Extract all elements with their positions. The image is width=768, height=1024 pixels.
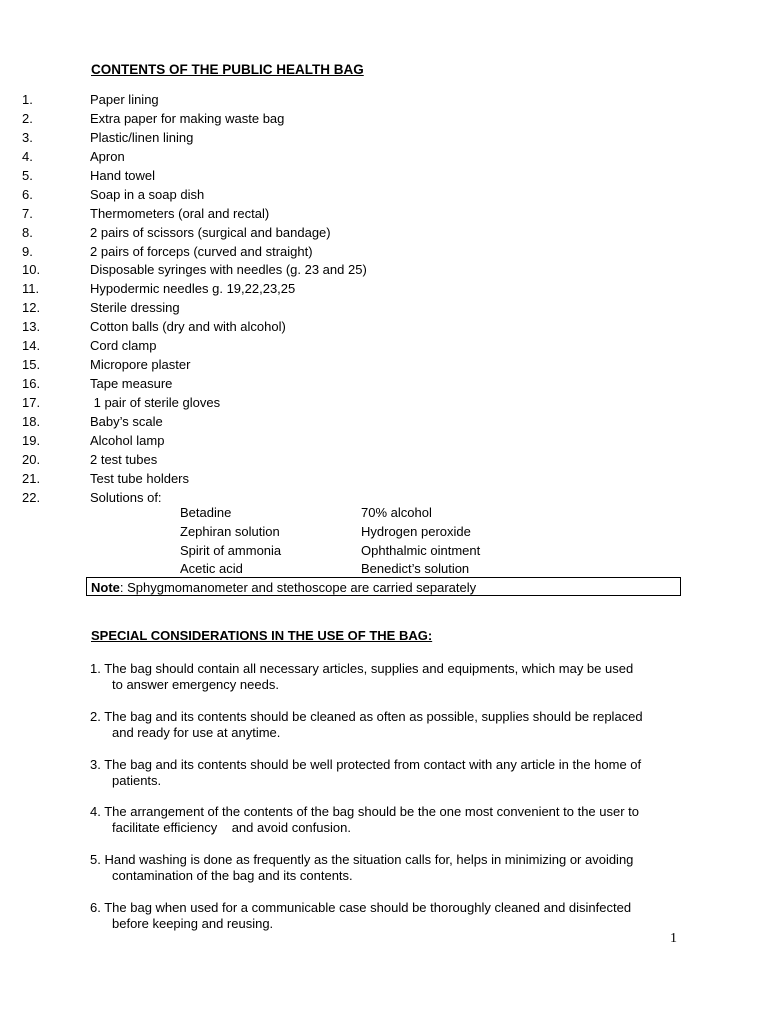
item-number: 2. <box>22 110 33 126</box>
item-text: Soap in a soap dish <box>90 186 205 202</box>
item-text: Apron <box>90 148 125 164</box>
consideration-item <box>90 757 678 789</box>
consideration-item <box>90 852 678 884</box>
item-text: 2 pairs of scissors (surgical and bandage) <box>90 224 331 240</box>
list-item <box>0 470 768 489</box>
solution-cell: Benedict’s solution <box>361 561 470 577</box>
item-text: Cotton balls (dry and with alcohol) <box>90 319 286 335</box>
item-text: Thermometers (oral and rectal) <box>90 205 270 221</box>
list-item <box>0 375 768 394</box>
item-number: 16. <box>22 376 41 392</box>
list-item <box>0 186 768 205</box>
note-box <box>86 577 681 596</box>
list-item <box>0 205 768 224</box>
item-text: Solutions of: <box>90 489 162 505</box>
list-item <box>0 318 768 337</box>
item-number: 8. <box>22 224 33 240</box>
item-text: 2 pairs of forceps (curved and straight) <box>90 243 313 259</box>
list-item <box>0 243 768 262</box>
solution-cell: Zephiran solution <box>180 523 280 539</box>
list-item <box>0 432 768 451</box>
item-text: Cord clamp <box>90 338 157 354</box>
item-text: Tape measure <box>90 376 173 392</box>
item-number: 3. <box>22 129 33 145</box>
consideration-line: 4. The arrangement of the contents of the bag should be the one most convenient to the user to <box>90 804 640 819</box>
item-text: Hand towel <box>90 167 156 183</box>
item-number: 14. <box>22 338 41 354</box>
item-number: 19. <box>22 432 41 448</box>
item-text: Disposable syringes with needles (g. 23 and 25) <box>90 262 367 278</box>
item-number: 6. <box>22 186 33 202</box>
item-number: 5. <box>22 167 33 183</box>
solutions-table <box>0 504 768 579</box>
consideration-line: 5. Hand washing is done as frequently as the situation calls for, helps in minimizing or avoiding <box>90 852 634 867</box>
consideration-line: 3. The bag and its contents should be well protected from contact with any article in the home of <box>90 757 642 772</box>
list-item <box>0 224 768 243</box>
list-item <box>0 356 768 375</box>
item-number: 7. <box>22 205 33 221</box>
section-heading: SPECIAL CONSIDERATIONS IN THE USE OF THE BAG: <box>91 628 433 643</box>
item-number: 11. <box>22 281 40 297</box>
solution-cell: Acetic acid <box>180 561 243 577</box>
note-text: : Sphygmomanometer and stethoscope are carried separately <box>119 580 477 595</box>
consideration-line: 1. The bag should contain all necessary articles, supplies and equipments, which may be used <box>90 661 634 676</box>
solution-cell: 70% alcohol <box>361 505 432 520</box>
consideration-line: 6. The bag when used for a communicable case should be thoroughly cleaned and disinfected <box>90 900 632 915</box>
solution-cell: Ophthalmic ointment <box>361 542 481 558</box>
item-text: Extra paper for making waste bag <box>90 110 285 126</box>
item-text: Plastic/linen lining <box>90 129 194 145</box>
consideration-item <box>90 709 678 741</box>
consideration-item <box>90 804 678 836</box>
item-text: Paper lining <box>90 92 159 107</box>
page-number: 1 <box>670 931 677 946</box>
note-label: Note <box>91 580 120 595</box>
item-number: 17. <box>22 395 41 410</box>
solution-row <box>0 523 768 542</box>
item-number: 1. <box>22 92 33 107</box>
contents-list <box>0 91 768 508</box>
item-number: 20. <box>22 451 41 467</box>
item-number: 21. <box>22 470 41 486</box>
list-item <box>0 280 768 299</box>
consideration-continuation: and ready for use at anytime. <box>112 725 281 740</box>
item-number: 4. <box>22 148 33 164</box>
list-item <box>0 110 768 129</box>
list-item <box>0 451 768 470</box>
item-text: Hypodermic needles g. 19,22,23,25 <box>90 281 296 297</box>
item-number: 22. <box>22 489 41 505</box>
solution-cell: Hydrogen peroxide <box>361 523 471 539</box>
solution-cell: Betadine <box>180 505 232 520</box>
item-number: 15. <box>22 357 41 373</box>
item-number: 13. <box>22 319 41 335</box>
item-text: 2 test tubes <box>90 451 158 467</box>
list-item <box>0 413 768 432</box>
list-item <box>0 91 768 110</box>
item-text: Micropore plaster <box>90 357 191 373</box>
consideration-continuation: facilitate efficiency and avoid confusion. <box>112 820 351 835</box>
list-item <box>0 261 768 280</box>
list-item <box>0 167 768 186</box>
item-text: Sterile dressing <box>90 300 180 316</box>
solution-row <box>0 542 768 561</box>
consideration-continuation: before keeping and reusing. <box>112 916 274 931</box>
item-text: Test tube holders <box>90 470 190 486</box>
consideration-item <box>90 900 678 932</box>
solution-row <box>0 504 768 523</box>
item-number: 12. <box>22 300 41 316</box>
list-item <box>0 337 768 356</box>
page-title: CONTENTS OF THE PUBLIC HEALTH BAG <box>91 62 364 77</box>
consideration-item <box>90 661 678 693</box>
list-item <box>0 129 768 148</box>
list-item <box>0 148 768 167</box>
item-number: 9. <box>22 243 33 259</box>
item-text: 1 pair of sterile gloves <box>90 395 221 410</box>
consideration-line: 2. The bag and its contents should be cleaned as often as possible, supplies should be replaced <box>90 709 643 724</box>
list-item <box>0 299 768 318</box>
consideration-continuation: to answer emergency needs. <box>112 677 279 692</box>
item-text: Alcohol lamp <box>90 432 165 448</box>
consideration-continuation: contamination of the bag and its contents. <box>112 868 353 883</box>
solution-cell: Spirit of ammonia <box>180 542 282 558</box>
item-number: 18. <box>22 413 41 429</box>
item-text: Baby’s scale <box>90 413 163 429</box>
list-item <box>0 394 768 413</box>
item-number: 10. <box>22 262 41 278</box>
consideration-continuation: patients. <box>112 773 162 788</box>
